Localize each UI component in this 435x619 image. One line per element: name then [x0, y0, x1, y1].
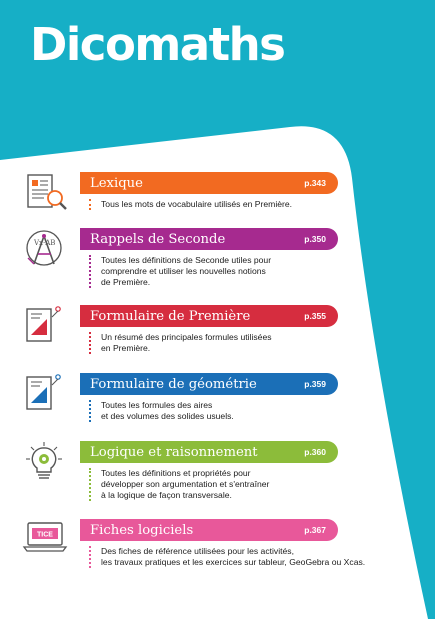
description-line: développer son argumentation et s'entraîner: [101, 479, 270, 489]
description-line: Tous les mots de vocabulaire utilisés en Première.: [101, 199, 293, 209]
description-line: Toutes les formules des aires: [101, 400, 213, 410]
section-description: [89, 546, 389, 568]
section-page-ref: p.343: [304, 178, 326, 188]
section-description: [89, 468, 389, 501]
description-line: Toutes les définitions de Seconde utiles pour: [101, 255, 272, 265]
section-description: [89, 400, 389, 422]
section-title: Fiches logiciels: [90, 522, 194, 538]
description-line: Un résumé des principales formules utilisées: [101, 332, 272, 342]
description-line: et des volumes des solides usuels.: [101, 411, 234, 421]
compass-vectors-icon: [22, 228, 72, 270]
section-page-ref: p.360: [304, 447, 326, 457]
section-page-ref: p.359: [304, 379, 326, 389]
description-line: comprendre et utiliser les nouvelles notions: [101, 266, 266, 276]
page-title: Dicomaths: [30, 18, 285, 71]
lightbulb-gear-icon: [22, 441, 72, 483]
formula-sheet-icon: [22, 305, 72, 347]
section-description: [89, 199, 389, 210]
section-header-band[interactable]: [80, 373, 338, 395]
laptop-tice-icon: [22, 519, 72, 561]
description-line: les travaux pratiques et les exercices sur tableur, GeoGebra ou Xcas.: [101, 557, 366, 567]
section-title: Formulaire de géométrie: [90, 376, 257, 392]
section-title: Rappels de Seconde: [90, 231, 226, 247]
section-header-band[interactable]: [80, 172, 338, 194]
section-title: Lexique: [90, 175, 143, 191]
section-header-band[interactable]: [80, 228, 338, 250]
section-description: [89, 332, 389, 354]
section-title: Logique et raisonnement: [90, 444, 258, 460]
description-line: Toutes les définitions et propriétés pour: [101, 468, 251, 478]
section-title: Formulaire de Première: [90, 308, 251, 324]
section-page-ref: p.367: [304, 525, 326, 535]
geometry-sheet-icon: [22, 373, 72, 415]
description-line: de Première.: [101, 277, 151, 287]
document-magnifier-icon: [22, 172, 72, 214]
section-page-ref: p.350: [304, 234, 326, 244]
tice-badge: TICE: [37, 531, 53, 539]
description-line: Des fiches de référence utilisées pour les activités,: [101, 546, 294, 556]
section-header-band[interactable]: [80, 305, 338, 327]
svg-text:Vx·AB: Vx·AB: [34, 239, 56, 247]
section-page-ref: p.355: [304, 311, 326, 321]
description-line: à la logique de façon transversale.: [101, 490, 232, 500]
section-header-band[interactable]: [80, 519, 338, 541]
section-description: [89, 255, 389, 288]
section-header-band[interactable]: [80, 441, 338, 463]
description-line: en Première.: [101, 343, 151, 353]
